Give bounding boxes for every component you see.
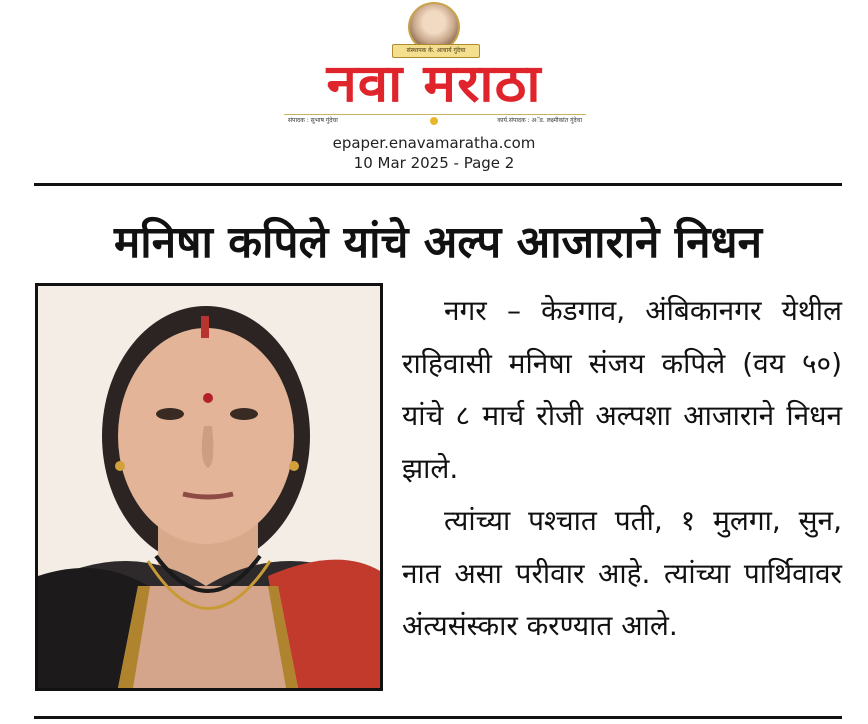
epaper-url: epaper.enavamaratha.com [332,134,536,152]
top-divider [34,183,842,186]
masthead-credits [284,114,586,127]
newspaper-logo: नवा मराठा [326,54,542,114]
article-headline: मनिषा कपिले यांचे अल्प आजाराने निधन [113,217,763,268]
portrait-photo [35,283,383,691]
masthead [0,0,868,180]
article-paragraph: त्यांच्या पश्चात पती, १ मुलगा, सुन, नात असा परीवार आहे. त्यांच्या पार्थिवावर अंत्यसंस्कार करण्यात आले. [402,504,842,642]
emblem-icon [430,117,438,125]
article-paragraph: नगर – केडगाव, अंबिकानगर येथील राहिवासी मनिषा संजय कपिले (वय ५०) यांचे ८ मार्च रोजी अल्पशा आजाराने निधन झाले. [402,294,842,485]
executive-editor-line: कार्य.संपादक : अॅड. लक्ष्मीकांत गुंदेचा [497,117,582,124]
portrait-illustration [38,286,380,688]
founder-caption: संस्थापक के. आचार्य गुंदेचा [392,44,480,58]
edition-date-page: 10 Mar 2025 - Page 2 [353,154,515,172]
editor-line: संपादक : सुभाष गुंदेचा [288,117,338,124]
bottom-divider [34,716,842,719]
article-body [402,285,842,695]
